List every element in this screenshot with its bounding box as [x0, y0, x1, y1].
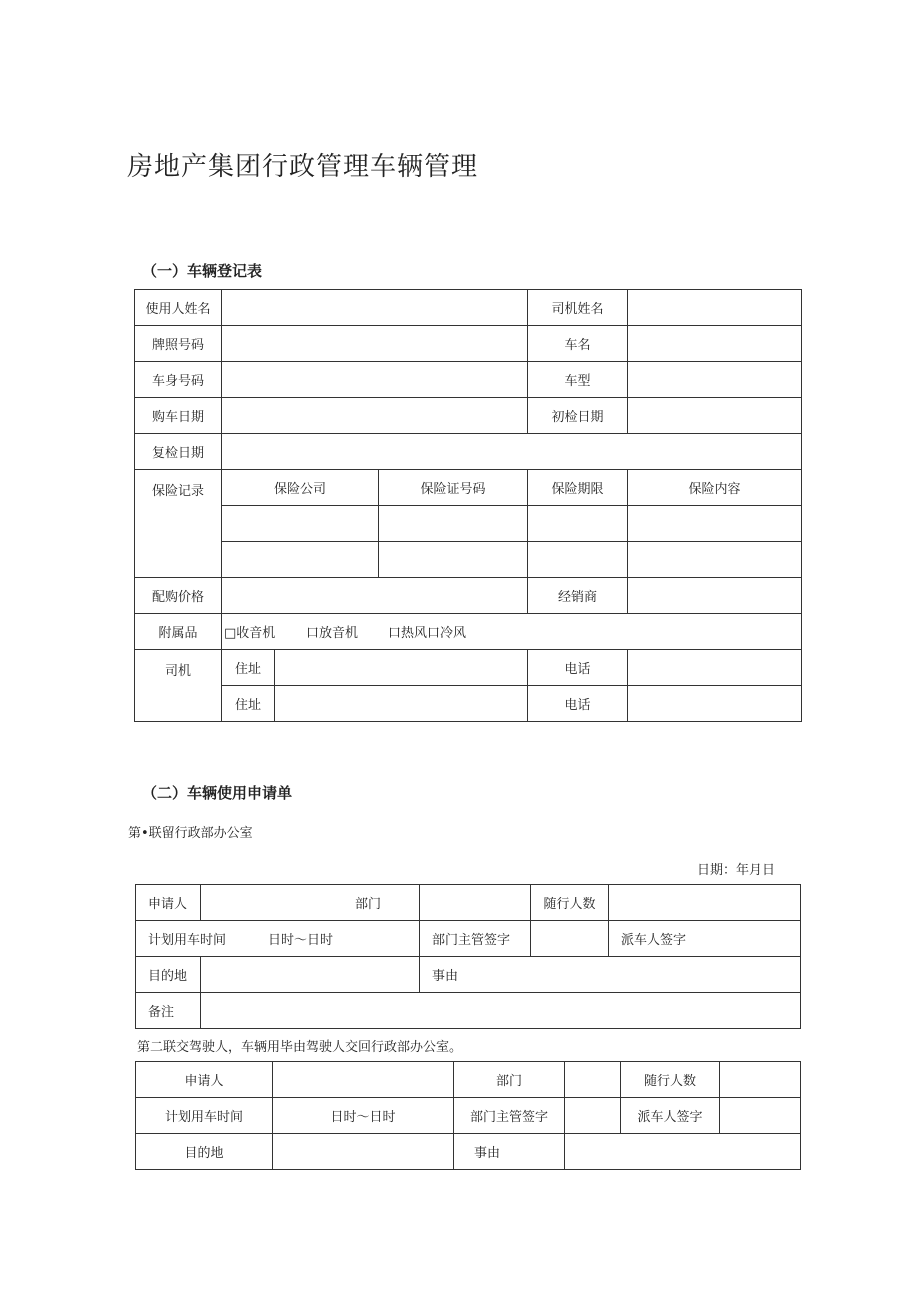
driver-label: 司机 — [135, 650, 222, 722]
body-no-field[interactable] — [222, 362, 528, 398]
table-row — [135, 398, 802, 434]
driver-name-label: 司机姓名 — [528, 290, 628, 326]
plan-time-label: 计划用车时间 — [148, 933, 227, 948]
application-form-copy2 — [135, 1061, 801, 1170]
vehicle-registration-table — [134, 289, 802, 722]
phone-field[interactable] — [628, 686, 802, 722]
body-no-label: 车身号码 — [135, 362, 222, 398]
table-row — [135, 650, 802, 686]
car-name-label: 车名 — [528, 326, 628, 362]
remarks-label: 备注 — [136, 993, 201, 1029]
application-form-copy1 — [135, 884, 801, 1029]
dept-sign-field[interactable] — [565, 1098, 621, 1134]
table-row — [135, 470, 802, 506]
reason-label: 事由 — [454, 1134, 565, 1170]
ins-company-header: 保险公司 — [222, 470, 379, 506]
ins-cert-field[interactable] — [379, 542, 528, 578]
dept-label: 部门 — [454, 1062, 565, 1098]
accessories-label: 附属品 — [135, 614, 222, 650]
dept-sign-label: 部门主管签字 — [454, 1098, 565, 1134]
driver-name-field[interactable] — [628, 290, 802, 326]
reason-label: 事由 — [420, 957, 801, 993]
section-heading-application: （二）车辆使用申请单 — [142, 784, 293, 802]
dealer-field[interactable] — [628, 578, 802, 614]
applicant-label: 申请人 — [136, 1062, 273, 1098]
dept-field[interactable] — [565, 1062, 621, 1098]
table-row — [136, 957, 801, 993]
price-field[interactable] — [222, 578, 528, 614]
table-row — [136, 993, 801, 1029]
phone-label: 电话 — [528, 650, 628, 686]
radio-checkbox[interactable]: □收音机 — [224, 626, 276, 641]
ins-cert-field[interactable] — [379, 506, 528, 542]
phone-label: 电话 — [528, 686, 628, 722]
address-label: 住址 — [222, 686, 275, 722]
plate-no-label: 牌照号码 — [135, 326, 222, 362]
dispatcher-sign-label: 派车人签字 — [621, 1098, 720, 1134]
player-checkbox[interactable]: 口放音机 — [306, 626, 359, 641]
reinspect-label: 复检日期 — [135, 434, 222, 470]
reason-field[interactable] — [565, 1134, 801, 1170]
dept-field[interactable] — [420, 885, 531, 921]
ins-company-field[interactable] — [222, 542, 379, 578]
dept-sign-field[interactable] — [531, 921, 609, 957]
accessories-options — [222, 614, 802, 650]
car-model-field[interactable] — [628, 362, 802, 398]
second-copy-note: 第二联交驾驶人，车辆用毕由驾驶人交回行政部办公室。 — [137, 1040, 463, 1055]
table-row — [136, 1098, 801, 1134]
plan-time-label: 计划用车时间 — [136, 1098, 273, 1134]
phone-field[interactable] — [628, 650, 802, 686]
user-name-field[interactable] — [222, 290, 528, 326]
table-row — [135, 362, 802, 398]
first-copy-note: 第•联留行政部办公室 — [128, 826, 253, 841]
applicant-label: 申请人 — [136, 885, 201, 921]
ins-period-field[interactable] — [528, 542, 628, 578]
ins-cert-header: 保险证号码 — [379, 470, 528, 506]
heat-cool-checkbox[interactable]: 口热风口冷风 — [388, 626, 467, 641]
insurance-label: 保险记录 — [135, 470, 222, 578]
dispatcher-sign-label: 派车人签字 — [609, 921, 801, 957]
dept-label: 部门 — [201, 885, 420, 921]
applicant-field[interactable] — [273, 1062, 454, 1098]
user-name-label: 使用人姓名 — [135, 290, 222, 326]
section-heading-registration: （一）车辆登记表 — [142, 262, 263, 280]
table-row — [135, 326, 802, 362]
table-row — [135, 578, 802, 614]
table-row — [136, 885, 801, 921]
address-field[interactable] — [275, 650, 528, 686]
time-range[interactable]: 日时～日时 — [268, 933, 334, 948]
date-line: 日期：年月日 — [697, 863, 776, 878]
dealer-label: 经销商 — [528, 578, 628, 614]
time-range[interactable]: 日时～日时 — [273, 1098, 454, 1134]
destination-label: 目的地 — [136, 957, 201, 993]
purchase-date-label: 购车日期 — [135, 398, 222, 434]
car-name-field[interactable] — [628, 326, 802, 362]
dispatcher-sign-field[interactable] — [720, 1098, 801, 1134]
table-row — [135, 290, 802, 326]
remarks-field[interactable] — [201, 993, 801, 1029]
table-row — [136, 1062, 801, 1098]
ins-content-field[interactable] — [628, 542, 802, 578]
car-model-label: 车型 — [528, 362, 628, 398]
ins-content-field[interactable] — [628, 506, 802, 542]
plan-time-cell — [136, 921, 420, 957]
first-inspect-label: 初检日期 — [528, 398, 628, 434]
companions-label: 随行人数 — [531, 885, 609, 921]
address-field[interactable] — [275, 686, 528, 722]
table-row — [135, 434, 802, 470]
destination-label: 目的地 — [136, 1134, 273, 1170]
companions-label: 随行人数 — [621, 1062, 720, 1098]
address-label: 住址 — [222, 650, 275, 686]
price-label: 配购价格 — [135, 578, 222, 614]
dept-sign-label: 部门主管签字 — [420, 921, 531, 957]
ins-period-header: 保险期限 — [528, 470, 628, 506]
plate-no-field[interactable] — [222, 326, 528, 362]
first-inspect-field[interactable] — [628, 398, 802, 434]
destination-field[interactable] — [273, 1134, 454, 1170]
table-row — [135, 506, 802, 542]
companions-field[interactable] — [720, 1062, 801, 1098]
page-title: 房地产集团行政管理车辆管理 — [127, 152, 479, 182]
table-row — [135, 614, 802, 650]
table-row — [135, 542, 802, 578]
ins-period-field[interactable] — [528, 506, 628, 542]
reinspect-field[interactable] — [222, 434, 802, 470]
ins-content-header: 保险内容 — [628, 470, 802, 506]
table-row — [136, 1134, 801, 1170]
companions-field[interactable] — [609, 885, 801, 921]
table-row — [136, 921, 801, 957]
ins-company-field[interactable] — [222, 506, 379, 542]
table-row — [135, 686, 802, 722]
destination-field[interactable] — [201, 957, 420, 993]
purchase-date-field[interactable] — [222, 398, 528, 434]
